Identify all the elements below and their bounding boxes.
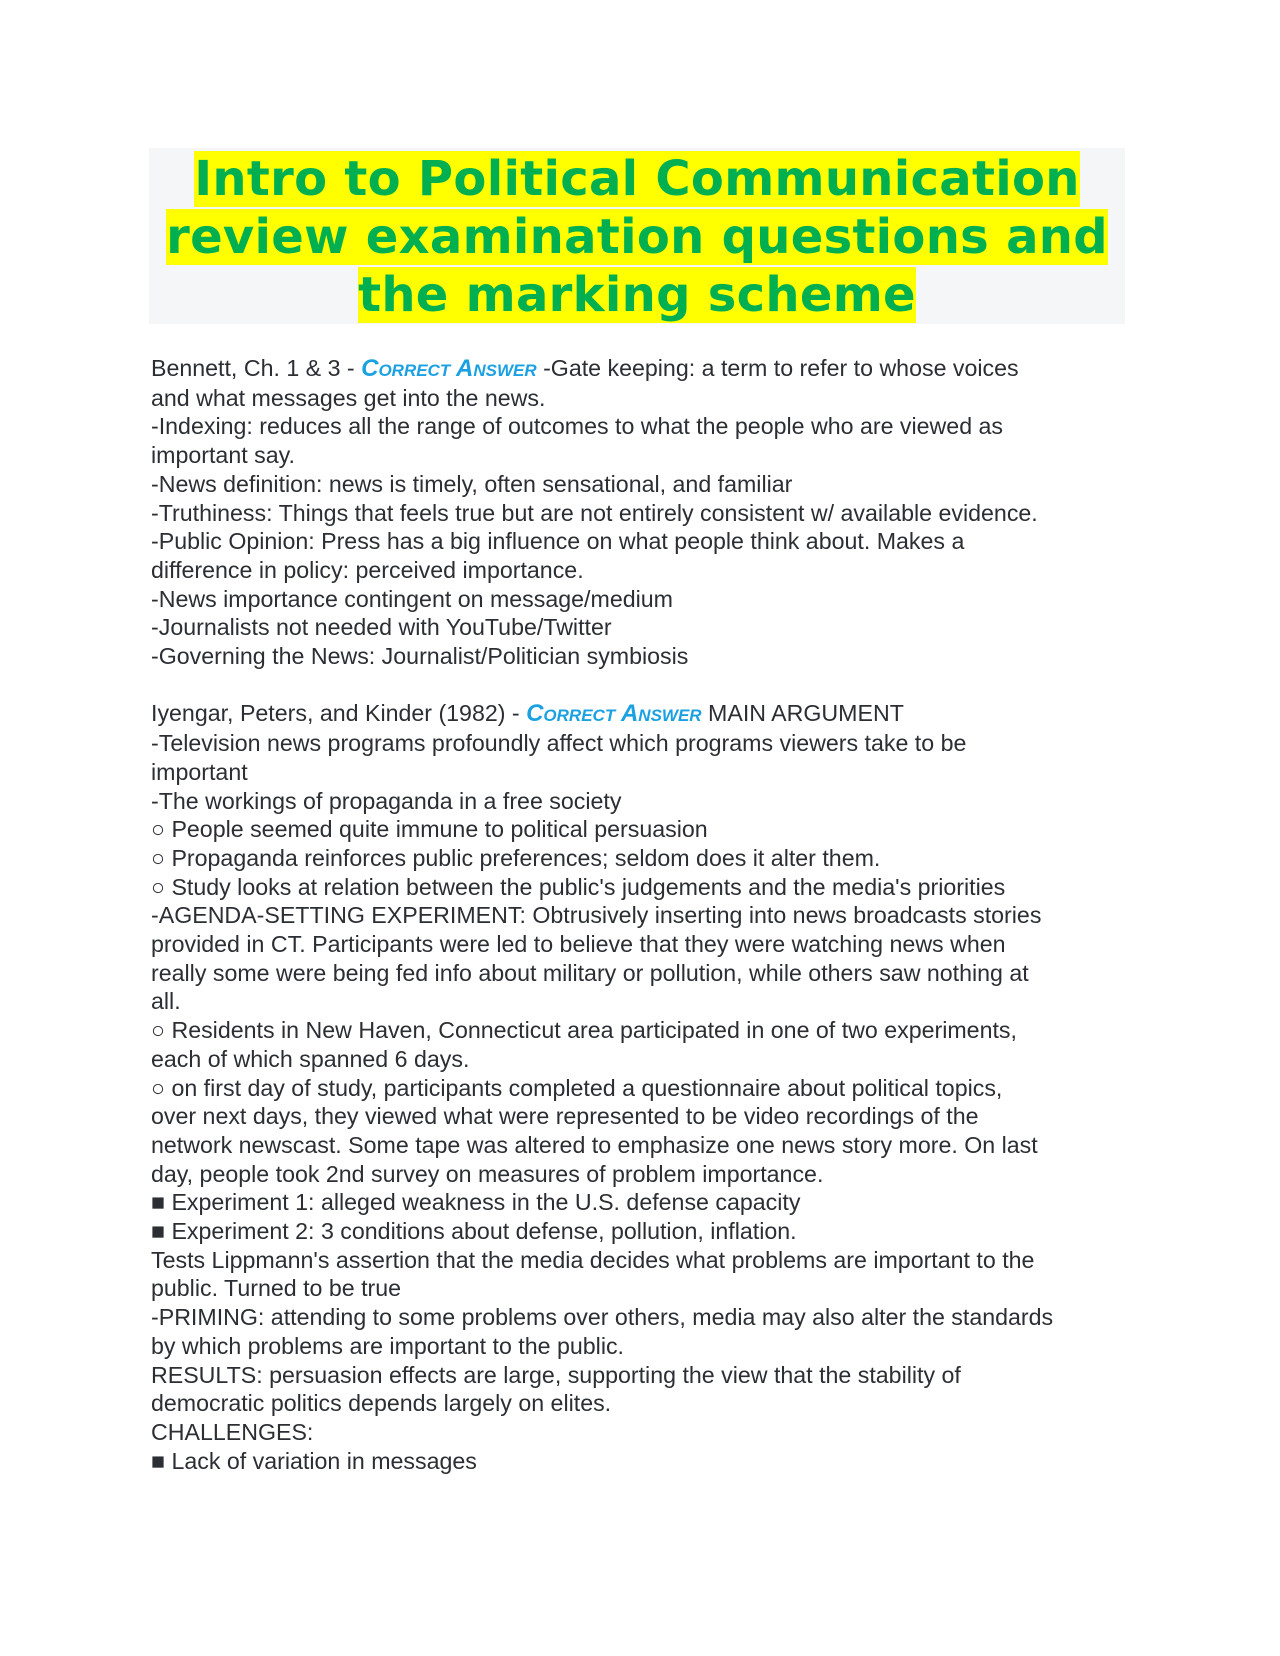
answer-line: -PRIMING: attending to some problems over others, media may also alter the standards [151, 1304, 1054, 1331]
answer-line: public. Turned to be true [151, 1275, 402, 1302]
title-line-3: the marking scheme [358, 267, 916, 323]
answer-line: -News importance contingent on message/medium [151, 585, 673, 612]
answer-line: difference in policy: perceived importance. [151, 556, 584, 583]
title-line-2: review examination questions and [166, 209, 1108, 265]
answer-line: -Journalists not needed with YouTube/Twitter [151, 614, 612, 641]
answer-line: ■ Experiment 2: 3 conditions about defense, pollution, inflation. [151, 1218, 797, 1245]
question-line [151, 354, 1136, 384]
document-title [149, 148, 1125, 324]
answer-line: -Indexing: reduces all the range of outcomes to what the people who are viewed as [151, 413, 1004, 440]
answer-start: -Gate keeping: a term to refer to whose voices [543, 355, 1019, 381]
answer-line: provided in CT. Participants were led to believe that they were watching news when [151, 931, 1006, 958]
answer-line: all. [151, 988, 181, 1015]
correct-answer-label: Correct Answer [526, 700, 702, 728]
answer-line: day, people took 2nd survey on measures of problem importance. [151, 1160, 824, 1187]
answer-line: -The workings of propaganda in a free society [151, 787, 622, 814]
question-line [151, 699, 1136, 729]
answer-line: over next days, they viewed what were represented to be video recordings of the [151, 1103, 979, 1130]
answer-line: really some were being fed info about military or pollution, while others saw nothing at [151, 959, 1029, 986]
qa-section-iyengar [151, 699, 1136, 1475]
answer-line: important say. [151, 442, 295, 469]
answer-line: each of which spanned 6 days. [151, 1045, 470, 1072]
answer-lines [151, 729, 1136, 1475]
answer-line: ○ on first day of study, participants completed a questionnaire about political topics, [151, 1074, 1003, 1101]
answer-line: RESULTS: persuasion effects are large, supporting the view that the stability of [151, 1361, 961, 1388]
section-spacer [151, 671, 1136, 700]
answer-start: MAIN ARGUMENT [708, 700, 904, 727]
answer-line: -AGENDA-SETTING EXPERIMENT: Obtrusively inserting into news broadcasts stories [151, 902, 1042, 929]
question-prompt: Bennett, Ch. 1 & 3 - [151, 355, 355, 381]
answer-line: network newscast. Some tape was altered to emphasize one news story more. On last [151, 1131, 1038, 1158]
answer-line: CHALLENGES: [151, 1419, 314, 1445]
answer-line: democratic politics depends largely on elites. [151, 1390, 612, 1417]
answer-line: important [151, 758, 248, 785]
document-body [151, 354, 1136, 1475]
answer-line: -Public Opinion: Press has a big influence on what people think about. Makes a [151, 528, 965, 555]
answer-line: ○ Propaganda reinforces public preferences; seldom does it alter them. [151, 844, 881, 871]
title-line-1: Intro to Political Communication [194, 151, 1080, 207]
answer-line: ○ Study looks at relation between the public's judgements and the media's priorities [151, 873, 1006, 900]
answer-line: ■ Experiment 1: alleged weakness in the U.S. defense capacity [151, 1189, 801, 1216]
correct-answer-label: Correct Answer [361, 355, 537, 382]
answer-line: -Truthiness: Things that feels true but are not entirely consistent w/ available evidence. [151, 499, 1038, 526]
question-prompt: Iyengar, Peters, and Kinder (1982) - [151, 700, 520, 727]
answer-line: -News definition: news is timely, often sensational, and familiar [151, 470, 793, 497]
qa-section-bennett [151, 354, 1136, 671]
answer-lines [151, 384, 1136, 671]
answer-line: -Television news programs profoundly affect which programs viewers take to be [151, 730, 967, 757]
answer-line: -Governing the News: Journalist/Politician symbiosis [151, 643, 689, 670]
answer-line: ○ Residents in New Haven, Connecticut area participated in one of two experiments, [151, 1017, 1017, 1044]
answer-line: by which problems are important to the public. [151, 1332, 625, 1359]
answer-line: ○ People seemed quite immune to political persuasion [151, 816, 708, 843]
answer-line: ■ Lack of variation in messages [151, 1447, 477, 1474]
answer-line: and what messages get into the news. [151, 384, 546, 411]
answer-line: Tests Lippmann's assertion that the media decides what problems are important to the [151, 1246, 1035, 1273]
